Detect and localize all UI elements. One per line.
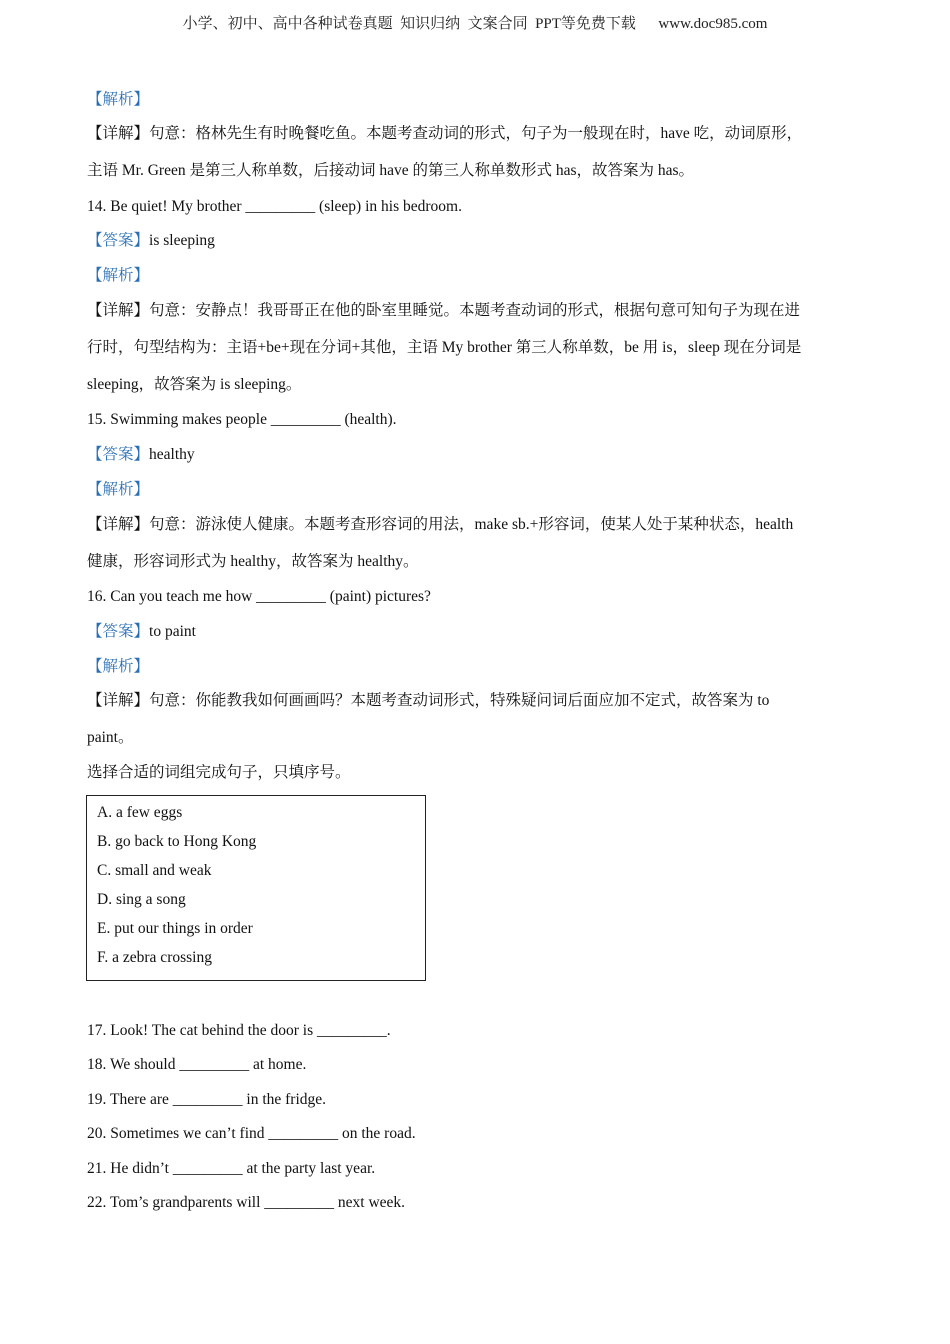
text-line (87, 657, 149, 677)
option-item: A. a few eggs (97, 804, 183, 821)
question-line: 22. Tom’s grandparents will _________ next week. (87, 1194, 406, 1211)
instruction-line (87, 763, 351, 783)
line-text: 健康，形容词形式为 healthy，故答案为 healthy。 (87, 553, 419, 570)
option-item: F. a zebra crossing (97, 949, 212, 966)
option-item: D. sing a song (97, 891, 186, 908)
text-line (87, 552, 419, 572)
question-line (87, 587, 431, 607)
text-line (87, 301, 800, 321)
tag-label: 【答案】 (87, 623, 150, 640)
line-text: paint。 (87, 729, 134, 746)
line-text: 主语 Mr. Green 是第三人称单数，后接动词 have 的第三人称单数形式 has，故答案为 has。 (87, 162, 695, 179)
text-line (87, 266, 149, 286)
line-text: 15. Swimming makes people _________ (health). (87, 411, 397, 428)
text-line (87, 480, 149, 500)
text-line (87, 375, 301, 395)
question-line: 19. There are _________ in the fridge. (87, 1091, 327, 1108)
page-header: 小学、初中、高中各种试卷真题 知识归纳 文案合同 PPT等免费下载 www.doc985.com (182, 16, 768, 32)
line-text: 【详解】句意：安静点！我哥哥正在他的卧室里睡觉。本题考查动词的形式，根据句意可知句子为现在进 (87, 302, 801, 319)
answer-line (87, 622, 196, 642)
tag-label: 【解析】 (87, 91, 150, 108)
line-text: 16. Can you teach me how _________ (paint) pictures? (87, 588, 431, 605)
tag-label: 【解析】 (87, 481, 150, 498)
text-line (87, 90, 149, 110)
answer-line (87, 445, 195, 465)
line-text: healthy (149, 446, 195, 463)
tag-label: 【解析】 (87, 267, 150, 284)
line-text: sleeping，故答案为 is sleeping。 (87, 376, 302, 393)
tag-label: 【解析】 (87, 658, 150, 675)
option-item: E. put our things in order (97, 920, 253, 937)
option-item: C. small and weak (97, 862, 212, 879)
options-box (86, 795, 426, 981)
line-text: 【详解】句意：游泳使人健康。本题考查形容词的用法，make sb.+形容词，使某人处于某种状态，health (87, 516, 794, 533)
line-text: 14. Be quiet! My brother _________ (sleep) in his bedroom. (87, 198, 462, 215)
line-text: 选择合适的词组完成句子，只填序号。 (87, 764, 351, 781)
text-line (87, 124, 802, 144)
question-line (87, 197, 462, 217)
text-line (87, 338, 801, 358)
line-text: 【详解】句意：你能教我如何画画吗？本题考查动词形式，特殊疑问词后面应加不定式，故答案为 to (87, 692, 770, 709)
option-item: B. go back to Hong Kong (97, 833, 257, 850)
question-line (87, 410, 397, 430)
question-line: 17. Look! The cat behind the door is _________. (87, 1022, 391, 1039)
text-line (87, 691, 769, 711)
line-text: to paint (149, 623, 196, 640)
question-line: 20. Sometimes we can’t find _________ on the road. (87, 1125, 416, 1142)
line-text: 行时，句型结构为：主语+be+现在分词+其他，主语 My brother 第三人称单数，be 用 is，sleep 现在分词是 (87, 339, 802, 356)
tag-label: 【答案】 (87, 232, 150, 249)
question-line: 18. We should _________ at home. (87, 1056, 307, 1073)
text-line (87, 161, 694, 181)
answer-line (87, 231, 215, 251)
text-line (87, 728, 134, 748)
tag-label: 【答案】 (87, 446, 150, 463)
line-text: 【详解】句意：格林先生有时晚餐吃鱼。本题考查动词的形式，句子为一般现在时，have 吃，动词原形， (87, 125, 803, 142)
text-line (87, 515, 793, 535)
question-line: 21. He didn’t _________ at the party last year. (87, 1160, 376, 1177)
line-text: is sleeping (149, 232, 215, 249)
